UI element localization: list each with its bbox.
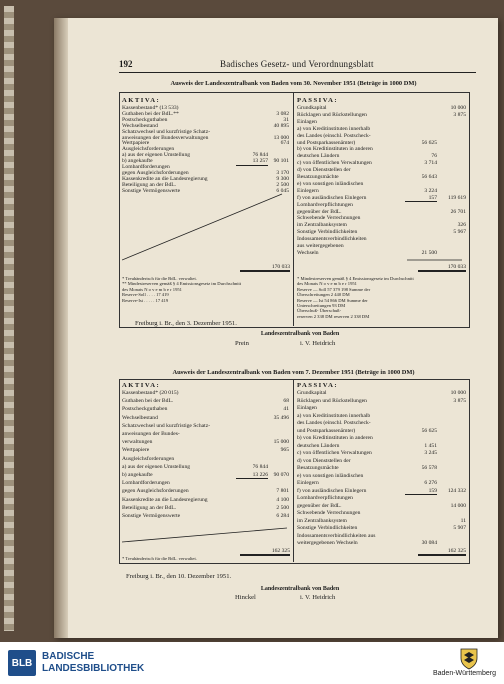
state-name: Baden-Württemberg <box>432 670 496 677</box>
header-rule <box>119 72 476 73</box>
report2-passiva-item-label: Besatzungsmächte <box>297 465 339 471</box>
report2-aktiva-total: 162 325 <box>240 548 290 556</box>
report2-passiva-item-label: c) von öffentlichen Verwaltungen <box>297 450 372 456</box>
report1-passiva-note: * Mindestreserven gemäß § 4 Emissionsgesetz im Durchschnitt <box>297 276 414 281</box>
report2-place-date: Freiburg i. Br., den 10. Dezember 1951. <box>126 573 232 580</box>
report1-aktiva-item-value: 674 <box>280 140 289 147</box>
report1-passiva-item-label: des Landes (einschl. Postscheck- <box>297 132 371 139</box>
report1-passiva-item-label: b) von Kreditinstituten in anderen <box>297 146 373 153</box>
report2-passiva-item-value: 5 907 <box>453 525 466 531</box>
report2-aktiva-item-label: Ausgleichsforderungen <box>122 455 175 462</box>
report2-passiva-item-label: im Zentralbanksystem <box>297 517 347 524</box>
report2-passiva-item-subvalue: 30 084 <box>421 540 437 546</box>
report2-passiva-item-label: Rücklagen und Rückstellungen <box>297 397 367 404</box>
report1-passiva-item-label: Lombardverpflichtungen <box>297 201 353 208</box>
report2-passiva-item-value: 14 000 <box>450 502 466 509</box>
report1-passiva-item-subvalue: 3 714 <box>424 160 437 167</box>
report1-title: Ausweis der Landeszentralbank von Baden vom 30. November 1951 (Beträge in 1000 DM) <box>170 80 417 87</box>
report1-passiva-item-label: Rücklagen und Rückstellungen <box>297 111 367 118</box>
report1-passiva-item-subvalue: 56 625 <box>421 139 437 146</box>
report2-aktiva-item-subvalue: 76 844 <box>252 463 268 470</box>
report1-aktiva-item-label: Schatzwechsel und kurzfristige Schatz- <box>122 128 211 135</box>
report1-passiva-item-label: Schwebende Verrechnungen <box>297 215 361 222</box>
report2-aktiva-item-value: 6 284 <box>276 513 289 519</box>
report2-passiva-item-label: Lombardverpflichtungen <box>297 495 353 501</box>
coat-of-arms-icon <box>456 646 482 670</box>
report1-passiva-item-label: im Zentralbanksystem <box>297 222 347 229</box>
report2-aktiva-header: AKTIVA: <box>122 382 161 389</box>
footer-bar <box>0 642 504 684</box>
report1-aktiva-item-label: Ausgleichsforderungen <box>122 146 175 153</box>
report1-passiva-cancel-line <box>297 256 467 264</box>
report2-divider <box>293 379 294 562</box>
report1-aktiva-note: Reserve-Ist . . . . . 17 419 <box>122 297 169 303</box>
report2-aktiva-item-label: Schatzwechsel und kurzfristige Schatz- <box>122 422 211 429</box>
report1-aktiva-item-value: 6 045 <box>276 187 289 194</box>
report1-place-date: Freiburg i. Br., den 3. Dezember 1951. <box>135 320 237 327</box>
report1-aktiva-item-label: anweisungen der Bundesverwaltungen <box>122 134 209 141</box>
report2-aktiva-item-label: a) aus der eigenen Umstellung <box>122 463 191 470</box>
report1-passiva-item-label: a) von Kreditinstituten innerhalb <box>297 125 371 132</box>
library-name <box>42 651 144 675</box>
report2-passiva-item-label: d) von Dienststellen der <box>297 457 351 464</box>
library-name-line1: BADISCHE <box>42 651 95 662</box>
report2-aktiva-item-value: 68 <box>283 398 289 405</box>
report2-passiva-total: 162 325 <box>418 548 466 556</box>
report2-aktiva-item-value: 7 801 <box>276 488 289 495</box>
report1-aktiva-item-label: Postscheckguthaben <box>122 116 168 123</box>
report2-aktiva-item-label: gegen Ausgleichsforderungen <box>122 488 189 495</box>
report1-passiva-note: Überschreitungen 2 440 DM <box>297 292 350 298</box>
report1-aktiva-item-value: 13 000 <box>273 134 289 141</box>
report2-aktiva-item-value: 90 070 <box>273 472 289 478</box>
report2-aktiva-item-value: 2 500 <box>276 504 289 511</box>
report1-aktiva-item-subvalue: 76 844 <box>252 152 268 159</box>
report1-passiva-item-value: 3 875 <box>453 111 466 118</box>
report1-passiva-item-subvalue: 56 643 <box>421 174 437 180</box>
report1-passiva-note: Überschuß- Überschuß- <box>297 308 342 314</box>
report2-signatory-right: i. V. Heidrich <box>300 594 336 601</box>
report2-aktiva-item-label: verwaltungen <box>122 439 153 446</box>
report1-passiva-item-label: Indossamentsverbindlichkeiten <box>297 236 367 243</box>
report1-passiva-item-label: und Postsparkassenämter) <box>297 139 356 146</box>
report1-passiva-note: reserven 2 338 DM reserven 2 338 DM <box>297 313 370 319</box>
report2-passiva-item-subvalue: 159 <box>405 488 437 495</box>
report2-passiva-item-label: Einlagen <box>297 405 317 411</box>
report2-aktiva-item-value: 15 000 <box>273 439 289 446</box>
report2-cancel-line <box>122 524 292 544</box>
report2-aktiva-item-label: anweisungen der Bundes- <box>122 431 180 437</box>
measurement-scale <box>4 6 14 631</box>
report2-aktiva-item-subvalue: 13 226 <box>236 472 268 479</box>
report1-passiva-item-value: 10 000 <box>450 105 466 111</box>
report1-passiva-item-value: 26 701 <box>450 208 466 215</box>
report2-passiva-item-label: b) von Kreditinstituten in anderen <box>297 435 373 441</box>
report1-cancel-line <box>122 192 287 262</box>
report2-passiva-item-label: Schwebende Verrechnungen <box>297 510 361 516</box>
report2-aktiva-item-label: Postscheckguthaben <box>122 406 168 413</box>
report2-aktiva-item-label: Lombardforderungen <box>122 480 170 487</box>
report1-passiva-total: 170 033 <box>418 264 466 272</box>
report2-passiva-item-label: Indossamentsverbindlichkeiten aus <box>297 532 376 539</box>
report1-passiva-note: Unterschreitungen 93 DM <box>297 303 346 308</box>
report1-aktiva-item-label: Sonstige Vermögenswerte <box>122 187 181 194</box>
report1-passiva-note: Reserve — Ist 54 866 DM Summe der <box>297 297 368 303</box>
report1-aktiva-item-label: Kassenbestand* (13 533) <box>122 105 179 111</box>
report1-aktiva-item-value: 3 082 <box>276 110 289 117</box>
report1-aktiva-item-label: gegen Ausgleichsforderungen <box>122 169 189 176</box>
report1-aktiva-item-label: Kassenkredite an die Landesregierung <box>122 175 208 182</box>
report2-passiva-item-subvalue: 3 245 <box>424 450 437 456</box>
report1-aktiva-item-label: Wechselbestand <box>122 122 158 129</box>
report1-passiva-item-label: Grundkapital <box>297 105 327 111</box>
report1-passiva-item-subvalue: 21 500 <box>421 249 437 256</box>
report1-passiva-note: des Monats N o v e m b e r 1951 <box>297 281 357 287</box>
report1-aktiva-item-label: a) aus der eigenen Umstellung <box>122 152 191 159</box>
report1-bank-name: Landeszentralbank von Baden <box>260 331 340 337</box>
report1-passiva-item-label: Einlagen <box>297 118 317 125</box>
report1-divider <box>293 92 294 326</box>
journal-title: Badisches Gesetz- und Verordnungsblatt <box>220 59 374 69</box>
report2-passiva-item-label: weitergegebenen Wechseln <box>297 540 358 546</box>
report1-aktiva-item-subvalue: 13 257 <box>236 158 268 165</box>
report2-aktiva-item-value: 965 <box>280 447 289 454</box>
report2-title: Ausweis der Landeszentralbank von Baden vom 7. Dezember 1951 (Beträge in 1000 DM) <box>172 369 415 376</box>
report2-passiva-item-label: Grundkapital <box>297 390 327 396</box>
library-name-line2: LANDESBIBLIOTHEK <box>42 663 145 674</box>
report2-bank-name: Landeszentralbank von Baden <box>260 586 340 592</box>
report1-passiva-item-label: f) von ausländischen Einlegern <box>297 194 367 201</box>
report2-passiva-item-subvalue: 1 451 <box>424 442 437 449</box>
report1-passiva-item-label: aus weitergegebenen <box>297 243 344 249</box>
report2-passiva-item-value: 124 332 <box>447 487 466 494</box>
report1-aktiva-item-label: Wertpapiere <box>122 140 150 147</box>
report2-passiva-item-subvalue: 56 625 <box>421 427 437 434</box>
report2-passiva-item-label: des Landes (einschl. Postscheck- <box>297 420 371 426</box>
report1-signatory-right: i. V. Heidrich <box>300 340 336 347</box>
report2-passiva-item-value: 11 <box>460 517 466 524</box>
report2-aktiva-item-label: Guthaben bei der BdL. <box>122 398 174 405</box>
report1-aktiva-note: Reserve-Soll . . . . 17 419 <box>122 292 169 298</box>
report2-passiva-item-label: a) von Kreditinstituten innerhalb <box>297 412 371 419</box>
report2-aktiva-item-label: Sonstige Vermögenswerte <box>122 513 181 519</box>
blb-logo-icon: BLB <box>8 650 36 676</box>
report1-passiva-item-label: c) von öffentlichen Verwaltungen <box>297 160 372 167</box>
report2-aktiva-item-label: Beteiligung an der BdL. <box>122 504 177 511</box>
report2-passiva-item-subvalue: 6 276 <box>424 480 437 486</box>
report2-aktiva-item-label: Wechselbestand <box>122 414 158 421</box>
report2-passiva-item-subvalue: 56 578 <box>421 465 437 471</box>
report1-aktiva-item-value: 3 170 <box>276 169 289 176</box>
report1-passiva-item-subvalue: 76 <box>431 153 437 160</box>
report1-passiva-item-value: 5 967 <box>453 229 466 236</box>
report1-aktiva-note: ** Mindestreserven gemäß § 4 Emissionsgesetz im Durchschnitt <box>122 281 242 287</box>
report1-passiva-item-value: 119 619 <box>448 194 466 201</box>
report2-aktiva-item-label: b) angekaufte <box>122 472 153 478</box>
report1-passiva-item-label: Besatzungsmächte <box>297 174 339 180</box>
report2-aktiva-note: * Treuhänderisch für die BdL. verwaltet. <box>122 556 197 561</box>
report1-aktiva-item-value: 31 <box>283 116 289 123</box>
report2-aktiva-item-value: 41 <box>283 406 289 413</box>
report2-aktiva-item-label: Kassenkredite an die Landesregierung <box>122 496 208 503</box>
report2-passiva-header: PASSIVA: <box>297 382 339 389</box>
report2-aktiva-item-value: 4 100 <box>276 496 289 503</box>
report1-passiva-item-subvalue: 3 224 <box>424 187 437 194</box>
report2-passiva-item-label: e) von sonstigen inländischen <box>297 472 364 479</box>
report1-aktiva-total: 170 033 <box>240 264 290 272</box>
report2-passiva-item-label: gegenüber der BdL. <box>297 502 342 509</box>
report2-passiva-item-label: Einlegern <box>297 480 319 486</box>
report1-aktiva-item-label: b) angekaufte <box>122 158 153 165</box>
report1-passiva-item-label: d) von Dienststellen der <box>297 167 351 174</box>
report1-passiva-header: PASSIVA: <box>297 97 339 104</box>
report2-passiva-item-value: 3 875 <box>453 397 466 404</box>
report2-passiva-item-label: Sonstige Verbindlichkeiten <box>297 525 358 531</box>
report2-passiva-item-label: deutschen Ländern <box>297 442 340 449</box>
report1-aktiva-item-label: Guthaben bei der BdL.** <box>122 110 179 117</box>
report1-aktiva-item-value: 40 895 <box>273 122 289 129</box>
report1-passiva-item-label: deutschen Ländern <box>297 153 340 160</box>
report2-aktiva-item-value: 35 496 <box>273 414 289 421</box>
report2-aktiva-item-label: Wertpapiere <box>122 447 150 454</box>
report2-passiva-item-label: f) von ausländischen Einlegern <box>297 487 367 494</box>
report1-passiva-item-label: Wechseln <box>297 249 319 256</box>
report2-passiva-item-label: und Postsparkassenämter) <box>297 427 356 434</box>
report1-aktiva-item-value: 9 300 <box>276 175 289 182</box>
report1-aktiva-note: * Treuhänderisch für die BdL. verwaltet. <box>122 276 197 281</box>
report1-passiva-note: Reserve — Soll 57 379 198 Summe der <box>297 286 371 292</box>
report1-aktiva-item-value: 2 500 <box>276 181 289 188</box>
book-spine <box>54 18 68 638</box>
report1-passiva-item-label: gegenüber der BdL. <box>297 208 342 215</box>
report1-passiva-item-label: Sonstige Verbindlichkeiten <box>297 229 358 236</box>
report1-aktiva-item-label: Beteiligung an der BdL. <box>122 181 177 188</box>
report1-passiva-item-label: Einlegern <box>297 187 319 194</box>
page-number: 192 <box>119 59 133 69</box>
report1-aktiva-header: AKTIVA: <box>122 97 161 104</box>
report1-passiva-item-value: 326 <box>457 222 466 229</box>
report1-passiva-item-subvalue: 157 <box>405 195 437 202</box>
report1-passiva-item-label: e) von sonstigen inländischen <box>297 180 364 187</box>
report1-aktiva-item-value: 90 101 <box>273 158 289 165</box>
report1-signatory-left: Prein <box>235 340 249 347</box>
report1-aktiva-item-label: Lombardforderungen <box>122 164 170 170</box>
report2-signatory-left: Hinckel <box>235 594 256 601</box>
report1-aktiva-note: des Monats N o v e m b e r 1951 <box>122 286 182 292</box>
report2-aktiva-item-label: Kassenbestand* (20 015) <box>122 390 179 396</box>
report2-passiva-item-value: 10 000 <box>450 390 466 396</box>
